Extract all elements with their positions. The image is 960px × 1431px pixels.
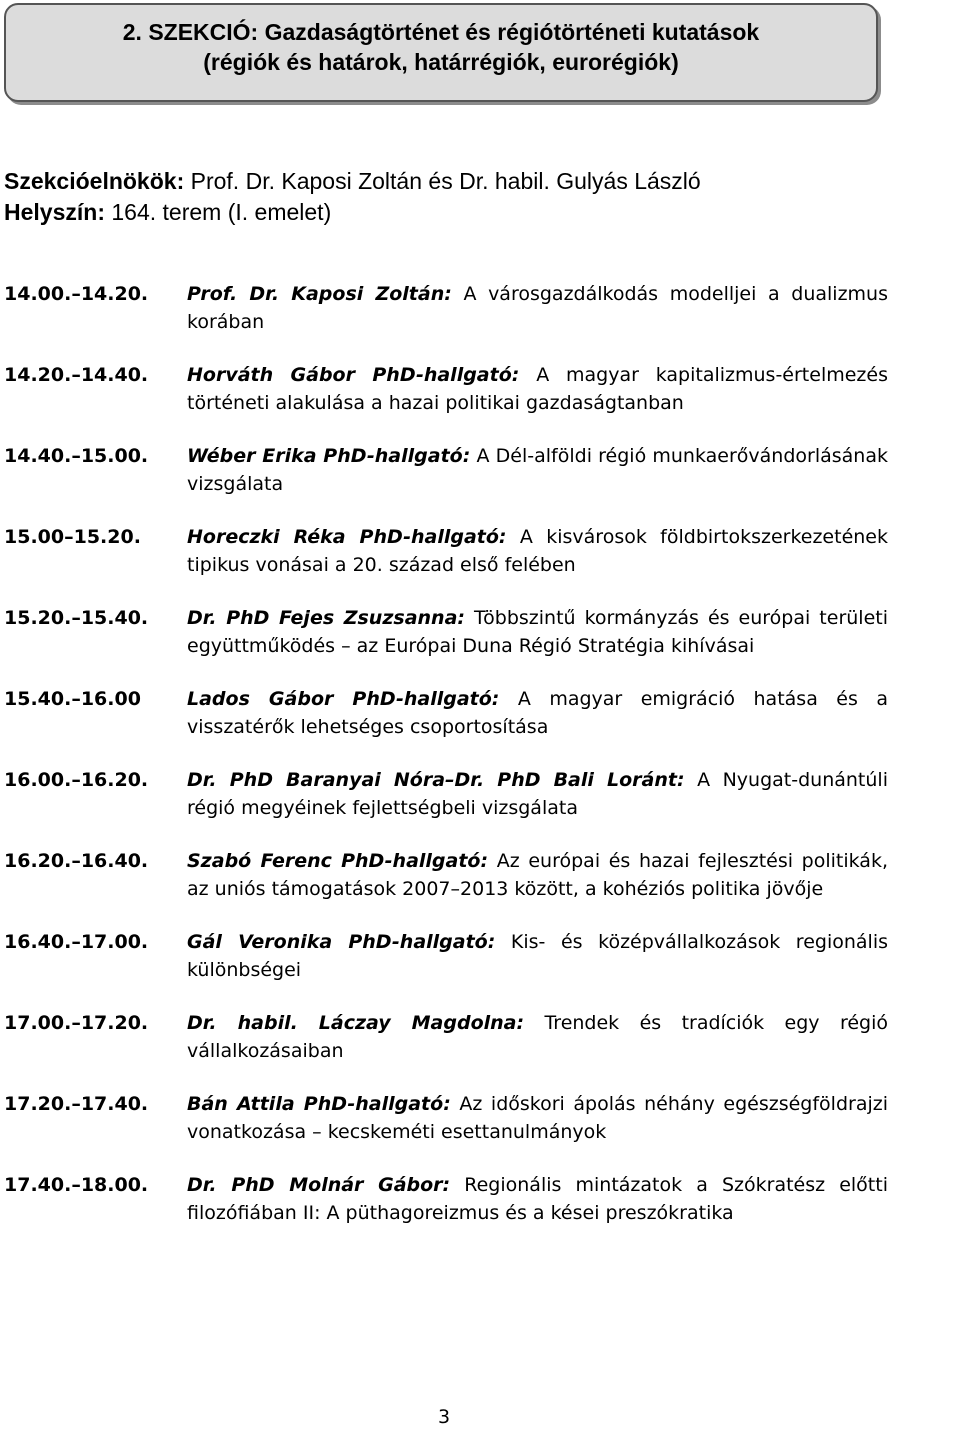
location-value: 164. terem (I. emelet) bbox=[111, 199, 332, 225]
entry-title: A Dél-alföldi régió munkaerővándorlásának vizsgálata bbox=[187, 445, 888, 495]
entry-speaker: Wéber Erika PhD-hallgató: bbox=[187, 445, 471, 467]
entry-title: Az európai és hazai fejlesztési politikák, az uniós támogatások 2007–2013 között, a kohéziós politika jövője bbox=[187, 850, 888, 900]
entry-title: Az időskori ápolás néhány egészségföldrajzi vonatkozása – kecskeméti esettanulmányok bbox=[187, 1093, 888, 1143]
program-entry bbox=[4, 280, 888, 336]
entry-speaker: Bán Attila PhD-hallgató: bbox=[187, 1093, 451, 1115]
chairs-value: Prof. Dr. Kaposi Zoltán és Dr. habil. Gulyás László bbox=[190, 168, 701, 194]
entry-title: Regionális mintázatok a Szókratész előtti filozófiában II: A püthagoreizmus és a kései preszókratika bbox=[187, 1174, 888, 1224]
entry-speaker: Horeczki Réka PhD-hallgató: bbox=[187, 526, 507, 548]
entry-title: A magyar emigráció hatása és a visszatérők lehetséges csoportosítása bbox=[187, 688, 888, 738]
entry-title: A kisvárosok földbirtokszerkezetének tipikus vonásai a 20. század első felében bbox=[187, 526, 888, 576]
entry-time: 14.00.–14.20. bbox=[4, 283, 149, 305]
entry-time: 16.40.–17.00. bbox=[4, 931, 149, 953]
entry-time: 16.20.–16.40. bbox=[4, 850, 149, 872]
program-entry bbox=[4, 604, 888, 660]
entry-title: A városgazdálkodás modelljei a dualizmus korában bbox=[187, 283, 888, 333]
program-entry bbox=[4, 1009, 888, 1065]
program-entry bbox=[4, 847, 888, 903]
section-title-line2: (régiók és határok, határrégiók, eurorégiók) bbox=[203, 49, 679, 75]
entry-title: A Nyugat-dunántúli régió megyéinek fejlettségbeli vizsgálata bbox=[187, 769, 888, 819]
chairs-line bbox=[4, 166, 701, 197]
entry-speaker: Szabó Ferenc PhD-hallgató: bbox=[187, 850, 489, 872]
entry-time: 15.20.–15.40. bbox=[4, 607, 149, 629]
section-title-line1: 2. SZEKCIÓ: Gazdaságtörténet és régiótörténeti kutatások bbox=[122, 19, 760, 45]
location-line bbox=[4, 197, 701, 228]
program-entry bbox=[4, 442, 888, 498]
entry-speaker: Dr. PhD Fejes Zsuzsanna: bbox=[187, 607, 465, 629]
entry-speaker: Horváth Gábor PhD-hallgató: bbox=[187, 364, 520, 386]
entry-title: Többszintű kormányzás és európai területi együttműködés – az Európai Duna Régió Stratégia kihívásai bbox=[187, 607, 888, 657]
program-entry bbox=[4, 523, 888, 579]
entry-time: 15.00–15.20. bbox=[4, 526, 141, 548]
section-header-box bbox=[4, 3, 878, 102]
location-label: Helyszín: bbox=[4, 199, 105, 225]
page-number: 3 bbox=[437, 1406, 451, 1428]
entry-time: 17.00.–17.20. bbox=[4, 1012, 149, 1034]
entry-time: 17.40.–18.00. bbox=[4, 1174, 149, 1196]
entry-title: A magyar kapitalizmus-értelmezés történeti alakulása a hazai politikai gazdaságtanban bbox=[187, 364, 888, 414]
entry-time: 16.00.–16.20. bbox=[4, 769, 149, 791]
program-entry bbox=[4, 766, 888, 822]
program-entry bbox=[4, 1171, 888, 1227]
entry-title: Kis- és középvállalkozások regionális különbségei bbox=[187, 931, 888, 981]
entry-speaker: Dr. PhD Molnár Gábor: bbox=[187, 1174, 451, 1196]
entry-speaker: Dr. PhD Baranyai Nóra–Dr. PhD Bali Loránt: bbox=[187, 769, 685, 791]
entry-time: 17.20.–17.40. bbox=[4, 1093, 149, 1115]
entry-speaker: Dr. habil. Láczay Magdolna: bbox=[187, 1012, 525, 1034]
entry-speaker: Lados Gábor PhD-hallgató: bbox=[187, 688, 500, 710]
entry-speaker: Prof. Dr. Kaposi Zoltán: bbox=[187, 283, 452, 305]
entry-speaker: Gál Veronika PhD-hallgató: bbox=[187, 931, 496, 953]
program-list bbox=[4, 280, 888, 1252]
entry-time: 14.40.–15.00. bbox=[4, 445, 149, 467]
chairs-label: Szekcióelnökök: bbox=[4, 168, 185, 194]
program-entry bbox=[4, 685, 888, 741]
entry-time: 14.20.–14.40. bbox=[4, 364, 149, 386]
entry-title: Trendek és tradíciók egy régió vállalkozásaiban bbox=[187, 1012, 888, 1062]
program-entry bbox=[4, 1090, 888, 1146]
program-entry bbox=[4, 928, 888, 984]
section-meta bbox=[4, 166, 701, 228]
entry-time: 15.40.–16.00 bbox=[4, 688, 141, 710]
program-entry bbox=[4, 361, 888, 417]
